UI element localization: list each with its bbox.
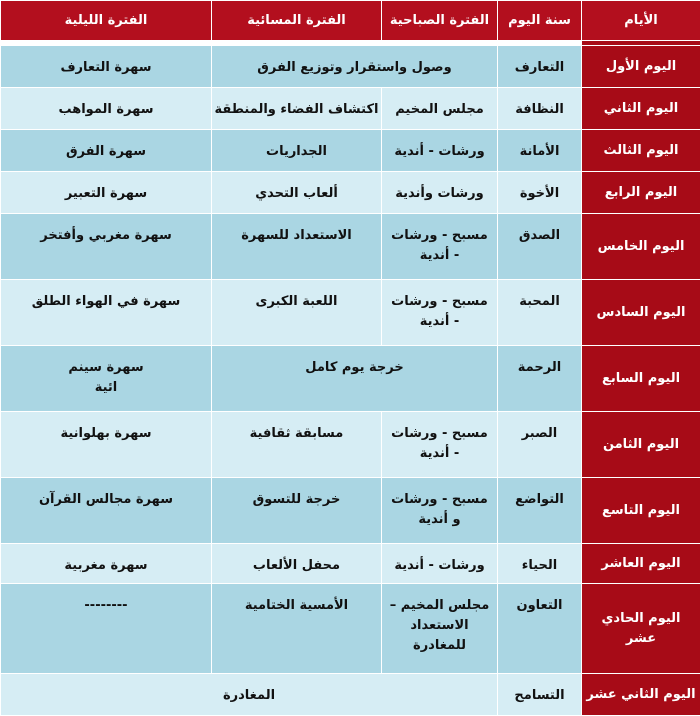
morning-cell (382, 584, 498, 674)
night-line: ائية (1, 378, 211, 398)
day-theme: التواضع (498, 478, 582, 544)
evening-cell: الجداريات (212, 130, 382, 172)
table-row (1, 674, 700, 716)
morning-cell (382, 214, 498, 280)
evening-cell: الاستعداد للسهرة (212, 214, 382, 280)
day-label: اليوم السابع (582, 346, 700, 412)
day-theme: المحبة (498, 280, 582, 346)
morning-line: مسبح - ورشات (382, 292, 497, 312)
day-label: اليوم الثاني عشر (582, 674, 700, 716)
day-theme: الأمانة (498, 130, 582, 172)
morning-line: - أندية (382, 312, 497, 332)
table-row (1, 412, 700, 478)
table-row (1, 346, 700, 412)
day-theme: التسامح (498, 674, 582, 716)
table-row (1, 130, 700, 172)
day-label: اليوم الرابع (582, 172, 700, 214)
day-label: اليوم السادس (582, 280, 700, 346)
day-theme: الحياء (498, 544, 582, 584)
morning-cell: مجلس المخيم (382, 88, 498, 130)
header-days: الأيام (582, 1, 700, 41)
day-label (582, 584, 700, 674)
day-label: اليوم العاشر (582, 544, 700, 584)
table-row (1, 280, 700, 346)
night-cell: سهرة بهلوانية (1, 412, 212, 478)
day-theme: الصدق (498, 214, 582, 280)
night-cell: سهرة مغربية (1, 544, 212, 584)
day-line: عشر (582, 629, 700, 649)
header-row (1, 1, 700, 41)
morning-cell (382, 280, 498, 346)
morning-line: و أندية (382, 510, 497, 530)
day-line: اليوم الحادي (582, 609, 700, 629)
night-line: سهرة سينم (1, 358, 211, 378)
day-label: اليوم الأول (582, 46, 700, 88)
morning-cell: ورشات - أندية (382, 544, 498, 584)
table-row (1, 584, 700, 674)
evening-cell: اللعبة الكبرى (212, 280, 382, 346)
morning-cell: ورشات - أندية (382, 130, 498, 172)
day-theme: الرحمة (498, 346, 582, 412)
morning-line: - أندية (382, 246, 497, 266)
rest-cell: المغادرة (1, 674, 498, 716)
morning-cell (382, 478, 498, 544)
day-label: اليوم الثالث (582, 130, 700, 172)
table-row (1, 478, 700, 544)
header-morning: الفترة الصباحية (382, 1, 498, 41)
night-cell: سهرة التعارف (1, 46, 212, 88)
day-theme: النظافة (498, 88, 582, 130)
day-theme: التعاون (498, 584, 582, 674)
day-theme: الأخوة (498, 172, 582, 214)
morning-cell: ورشات وأندية (382, 172, 498, 214)
night-cell: سهرة مغربي وأفتخر (1, 214, 212, 280)
night-cell: -------- (1, 584, 212, 674)
header-theme: سنة اليوم (498, 1, 582, 41)
night-cell: سهرة المواهب (1, 88, 212, 130)
evening-cell: ألعاب التحدي (212, 172, 382, 214)
night-cell: سهرة في الهواء الطلق (1, 280, 212, 346)
morning-cell (382, 412, 498, 478)
morning-line: مجلس المخيم – (382, 596, 497, 616)
morning-line: مسبح - ورشات (382, 226, 497, 246)
day-theme: التعارف (498, 46, 582, 88)
morning-line: للمغادرة (382, 636, 497, 656)
morning-evening-cell: خرجة يوم كامل (212, 346, 498, 412)
header-night: الفترة الليلية (1, 1, 212, 41)
day-label: اليوم الخامس (582, 214, 700, 280)
night-cell: سهرة مجالس القرآن (1, 478, 212, 544)
table-row (1, 172, 700, 214)
evening-cell: محفل الألعاب (212, 544, 382, 584)
morning-line: - أندية (382, 444, 497, 464)
table-row (1, 214, 700, 280)
night-cell: سهرة التعبير (1, 172, 212, 214)
evening-cell: الأمسية الختامية (212, 584, 382, 674)
table-row (1, 544, 700, 584)
day-theme: الصبر (498, 412, 582, 478)
evening-cell: خرجة للتسوق (212, 478, 382, 544)
morning-line: مسبح - ورشات (382, 490, 497, 510)
morning-line: مسبح - ورشات (382, 424, 497, 444)
day-label: اليوم التاسع (582, 478, 700, 544)
header-evening: الفترة المسائية (212, 1, 382, 41)
day-label: اليوم الثاني (582, 88, 700, 130)
night-cell: سهرة الفرق (1, 130, 212, 172)
night-cell (1, 346, 212, 412)
morning-line: الاستعداد (382, 616, 497, 636)
evening-cell: اكتشاف الفضاء والمنطقة (212, 88, 382, 130)
day-label: اليوم الثامن (582, 412, 700, 478)
table-row (1, 88, 700, 130)
evening-cell: مسابقة ثقافية (212, 412, 382, 478)
table-row (1, 46, 700, 88)
morning-evening-cell: وصول واستقرار وتوزيع الفرق (212, 46, 498, 88)
